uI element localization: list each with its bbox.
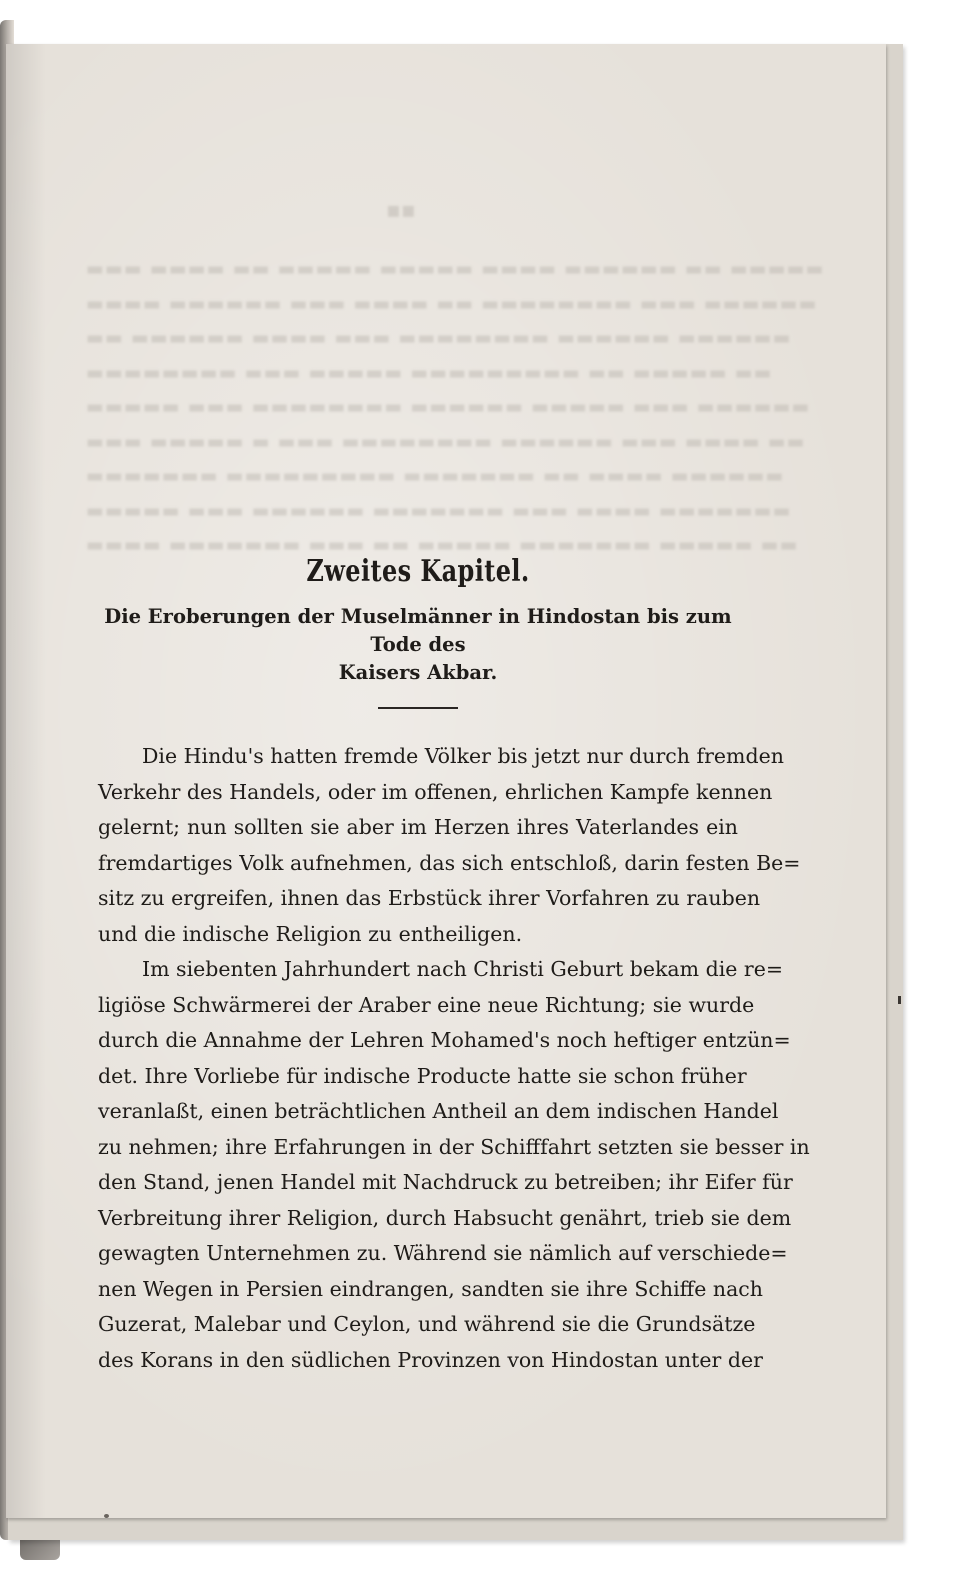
page-edge-mark: [898, 996, 901, 1004]
section-rule: [378, 707, 458, 709]
text-line: Guzerat, Malebar und Ceylon, und während sie die Grundsätze: [98, 1312, 756, 1336]
text-line: nen Wegen in Persien eindrangen, sandten sie ihre Schiffe nach: [98, 1276, 763, 1301]
text-line: det. Ihre Vorliebe für indische Producte hatte sie schon früher: [98, 1063, 747, 1088]
text-line: veranlaßt, einen beträchtlichen Antheil an dem indischen Handel: [98, 1099, 779, 1123]
text-line: sitz zu ergreifen, ihnen das Erbstück ihrer Vorfahren zu rauben: [98, 886, 761, 910]
chapter-subtitle: [98, 603, 738, 687]
paragraph-2: [98, 952, 810, 1378]
text-line: den Stand, jenen Handel mit Nachdruck zu betreiben; ihr Eifer für: [98, 1170, 793, 1194]
text-line: Im siebenten Jahrhundert nach Christi Geburt bekam die re=: [142, 957, 784, 981]
text-line: Verbreitung ihrer Religion, durch Habsucht genährt, trieb sie dem: [98, 1205, 792, 1230]
text-line: des Korans in den südlichen Provinzen von Hindostan unter der: [98, 1347, 763, 1372]
chapter-title: Zweites Kapitel.: [306, 554, 530, 589]
book-page: [6, 44, 886, 1518]
text-line: fremdartiges Volk aufnehmen, das sich entschloß, darin festen Be=: [98, 850, 801, 875]
text-line: und die indische Religion zu entheiligen.: [98, 921, 523, 946]
text-line: gelernt; nun sollten sie aber im Herzen ihres Vaterlandes ein: [98, 815, 738, 839]
show-through-page-number: ▪▪: [386, 198, 416, 223]
text-line: ligiöse Schwärmerei der Araber eine neue Richtung; sie wurde: [98, 992, 755, 1017]
show-through-text: ▬▬▬ ▬▬▬▬ ▬▬ ▬▬▬▬▬ ▬▬▬▬▬ ▬▬▬▬ ▬▬▬▬▬▬ ▬▬ ▬▬▬▬▬ ▬▬▬▬ ▬▬▬▬▬▬ ▬▬▬ ▬▬▬▬ ▬▬ ▬▬▬▬▬▬▬▬ ▬▬▬ ▬▬▬▬▬▬ ▬▬ ▬▬▬▬▬▬ ▬▬▬▬ ▬▬▬ ▬▬▬▬▬▬▬▬ ▬▬▬▬▬▬ ▬▬▬▬▬▬ ▬▬▬▬▬▬▬▬ ▬▬▬ ▬▬▬▬▬ ▬▬▬▬▬▬▬▬▬ ▬▬ ▬▬▬▬▬ ▬▬ ▬▬▬▬▬ ▬▬▬ ▬▬▬▬▬▬▬▬ ▬▬▬▬▬▬ ▬▬▬▬▬ ▬▬▬ ▬▬▬▬▬▬ ▬▬▬ ▬▬▬▬▬ ▬ ▬▬▬ ▬▬▬▬▬▬▬▬ ▬▬▬▬▬▬ ▬▬▬ ▬▬▬▬ ▬▬ ▬▬▬▬▬▬▬ ▬▬▬▬▬▬▬▬▬ ▬▬▬▬▬▬▬ ▬▬ ▬▬▬▬ ▬▬▬▬▬▬ ▬▬▬▬▬ ▬▬▬ ▬▬▬▬▬▬ ▬▬▬▬▬▬▬ ▬▬▬ ▬▬▬▬ ▬▬▬▬▬▬▬ ▬▬▬▬ ▬▬▬▬▬▬▬ ▬▬▬ ▬▬ ▬▬▬▬▬ ▬▬▬▬▬▬▬ ▬▬▬▬▬ ▬▬: [86, 258, 825, 556]
chapter-subtitle-line-1: Die Eroberungen der Muselmänner in Hindostan bis zum Tode des: [104, 605, 732, 656]
page-content: [98, 544, 810, 1378]
paper-speck: [104, 1514, 109, 1518]
chapter-subtitle-line-2: Kaisers Akbar.: [338, 661, 498, 684]
text-line: Die Hindu's hatten fremde Völker bis jetzt nur durch fremden: [142, 744, 784, 768]
text-line: Verkehr des Handels, oder im offenen, ehrlichen Kampfe kennen: [98, 779, 773, 804]
text-line: gewagten Unternehmen zu. Während sie nämlich auf verschiede=: [98, 1241, 788, 1265]
text-line: zu nehmen; ihre Erfahrungen in der Schifffahrt setzten sie besser in: [98, 1134, 810, 1159]
text-line: durch die Annahme der Lehren Mohamed's noch heftiger entzün=: [98, 1028, 791, 1052]
paragraph-1: [98, 739, 801, 952]
